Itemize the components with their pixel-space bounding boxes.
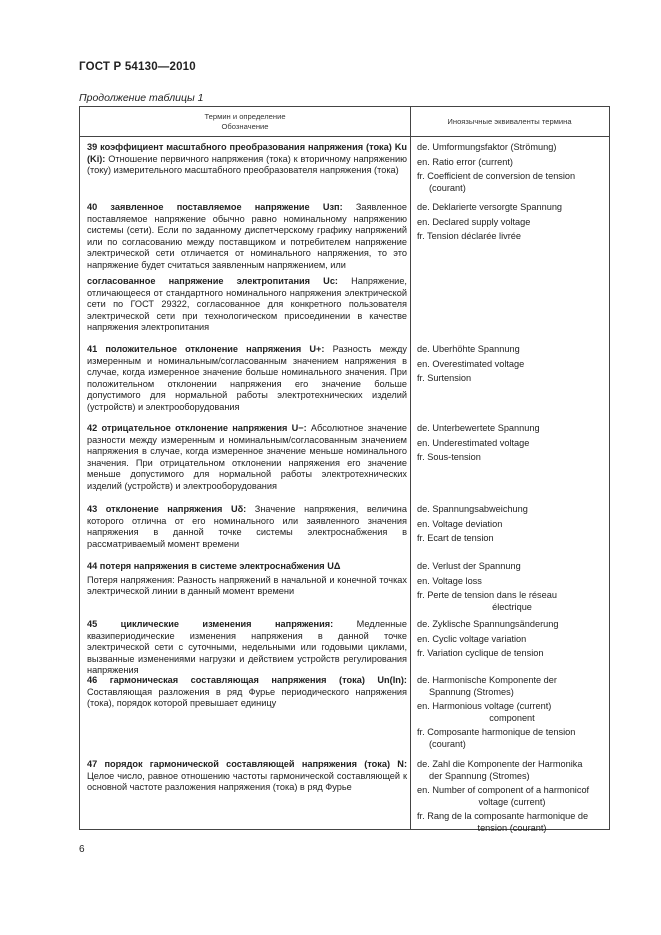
equivalent-en: en. Overestimated voltage xyxy=(417,358,525,369)
table-header xyxy=(80,107,609,137)
equivalent-de-cont: Spannung (Stromes) xyxy=(429,686,514,697)
header-term-line1: Термин и определение xyxy=(204,112,286,121)
term: 43 отклонение напряжения Uδ: xyxy=(87,504,247,514)
equivalent-en: en. Underestimated voltage xyxy=(417,437,530,448)
term-alt: согласованное напряжение электропитания Uc: xyxy=(87,276,338,286)
equivalent-fr: fr. Surtension xyxy=(417,373,472,383)
definition: Разность между измеренным и номинальным/согласованным значением напряжения в случае, когда измеренное значение больше номинального значения. При положительном отклонении напряжения его значение больше допустимого для нормальной работы электротехнических изделий (устройств) и электрооборудования xyxy=(87,344,407,412)
equivalent-en: en. Declared supply voltage xyxy=(417,216,531,227)
equivalent-de-cont: der Spannung (Stromes) xyxy=(429,770,530,781)
equivalent-fr: fr. Composante harmonique de tension xyxy=(417,727,576,737)
equivalent-de: de. Zahl die Komponente der Harmonika xyxy=(417,759,583,769)
header-term xyxy=(80,107,410,136)
equivalent-de: de. Uberhöhte Spannung xyxy=(417,344,520,354)
definition: Целое число, равное отношению частоты гармонической составляющей к основной частоте разложения напряжения (тока) в ряд Фурье xyxy=(87,770,407,792)
equivalent-fr: fr. Variation cyclique de tension xyxy=(417,648,544,658)
equivalent-en: en. Ratio error (current) xyxy=(417,156,513,167)
equivalent-fr: fr. Coefficient de conversion de tension xyxy=(417,171,576,181)
equivalent-fr-cont: tension (courant) xyxy=(477,822,547,833)
table-continuation: Продолжение таблицы 1 xyxy=(79,92,204,104)
header-equivalents: Иноязычные эквиваленты термина xyxy=(447,117,572,126)
definition: Заявленное поставляемое напряжение обычно равно номинальному напряжению системы (сети). Если по заданному диспетчерскому графику напряжений или по согласованию между поставщиком и потребителем напряжение электрической сети отличается от номинального напряжения, то это напряжение будет считаться заявленным напряжением, или xyxy=(87,202,407,270)
term: 42 отрицательное отклонение напряжения U−: xyxy=(87,423,307,433)
term: 40 заявленное поставляемое напряжение Uзп: xyxy=(87,202,343,212)
equivalent-de: de. Verlust der Spannung xyxy=(417,561,521,571)
equivalent-en-cont: component xyxy=(489,712,535,723)
equivalent-en: en. Cyclic voltage variation xyxy=(417,633,527,644)
definition: Составляющая разложения в ряд Фурье периодического напряжения (тока), порядок которой превышает единицу xyxy=(87,686,407,708)
definition: Значение напряжения, величина которого отлична от его номинального или заявленного значения напряжения в данной точке системы электроснабжения в рассматриваемый момент времени xyxy=(87,504,407,549)
terms-table xyxy=(79,106,610,833)
definition: Медленные квазипериодические изменения напряжения в данной точке электрической сети с суточными, недельными или годовыми циклами, вызванные изменениями нагрузки и действием устройств регулирования напряжения xyxy=(87,619,407,675)
equivalent-en: en. Number of component of a harmonicof xyxy=(417,785,590,795)
term: 44 потеря напряжения в системе электроснабжения UΔ xyxy=(87,561,341,571)
term: 46 гармоническая составляющая напряжения (тока) Un(In): xyxy=(87,675,407,685)
equivalent-fr-cont: électrique xyxy=(492,601,532,612)
equivalent-de: de. Unterbewertete Spannung xyxy=(417,423,540,433)
equivalent-de: de. Umformungsfaktor (Strömung) xyxy=(417,142,557,152)
page-number: 6 xyxy=(79,844,85,855)
term: 45 циклические изменения напряжения: xyxy=(87,619,334,629)
equivalent-fr: fr. Ecart de tension xyxy=(417,533,494,543)
header-term-line2: Обозначение xyxy=(221,122,269,131)
equivalent-en: en. Harmonious voltage (current) xyxy=(417,701,552,711)
equivalent-fr-cont: (courant) xyxy=(429,738,466,749)
equivalent-de: de. Deklarierte versorgte Spannung xyxy=(417,202,563,212)
definition: Отношение первичного напряжения (тока) к вторичному напряжению (току) измерительного масштабного преобразователя напряжения (тока) xyxy=(87,153,407,175)
term: 47 порядок гармонической составляющей напряжения (тока) N: xyxy=(87,759,407,769)
equivalent-en: en. Voltage loss xyxy=(417,575,482,586)
equivalent-fr-cont: (courant) xyxy=(429,182,466,193)
equivalent-fr: fr. Sous-tension xyxy=(417,452,481,462)
document-code: ГОСТ Р 54130—2010 xyxy=(79,61,196,73)
equivalent-de: de. Harmonische Komponente der xyxy=(417,675,557,685)
definition: Абсолютное значение разности между измеренным и номинальным/согласованным значением напряжения в случае, когда измеренное значение меньше номинального значения. При отрицательном отклонении напряжения его значение меньше допустимого для нормальной работы электротехнических изделий (устройств) и электрооборудования xyxy=(87,423,407,491)
equivalent-fr: fr. Tension déclarée livrée xyxy=(417,231,522,241)
equivalent-en: en. Voltage deviation xyxy=(417,518,503,529)
equivalent-en-cont: voltage (current) xyxy=(478,796,546,807)
definition-alt: Напряжение, отличающееся от стандартного номинального напряжения электрической сети по ГОСТ 29322, согласованное для конкретного пользователя электрической сети при технологическом присоединении в качестве напряжения электропитания xyxy=(87,276,407,332)
definition: Потеря напряжения: Разность напряжений в начальной и конечной точках электрической линии в данный момент времени xyxy=(87,574,407,596)
term: 41 положительное отклонение напряжения U+: xyxy=(87,344,325,354)
term: 39 коэффициент масштабного преобразования напряжения (тока) Ku (Ki): xyxy=(87,142,407,164)
equivalent-de: de. Spannungsabweichung xyxy=(417,504,528,514)
equivalent-fr: fr. Rang de la composante harmonique de xyxy=(417,811,589,821)
equivalent-fr: fr. Perte de tension dans le réseau xyxy=(417,590,557,600)
equivalent-de: de. Zyklische Spannungsänderung xyxy=(417,619,559,629)
